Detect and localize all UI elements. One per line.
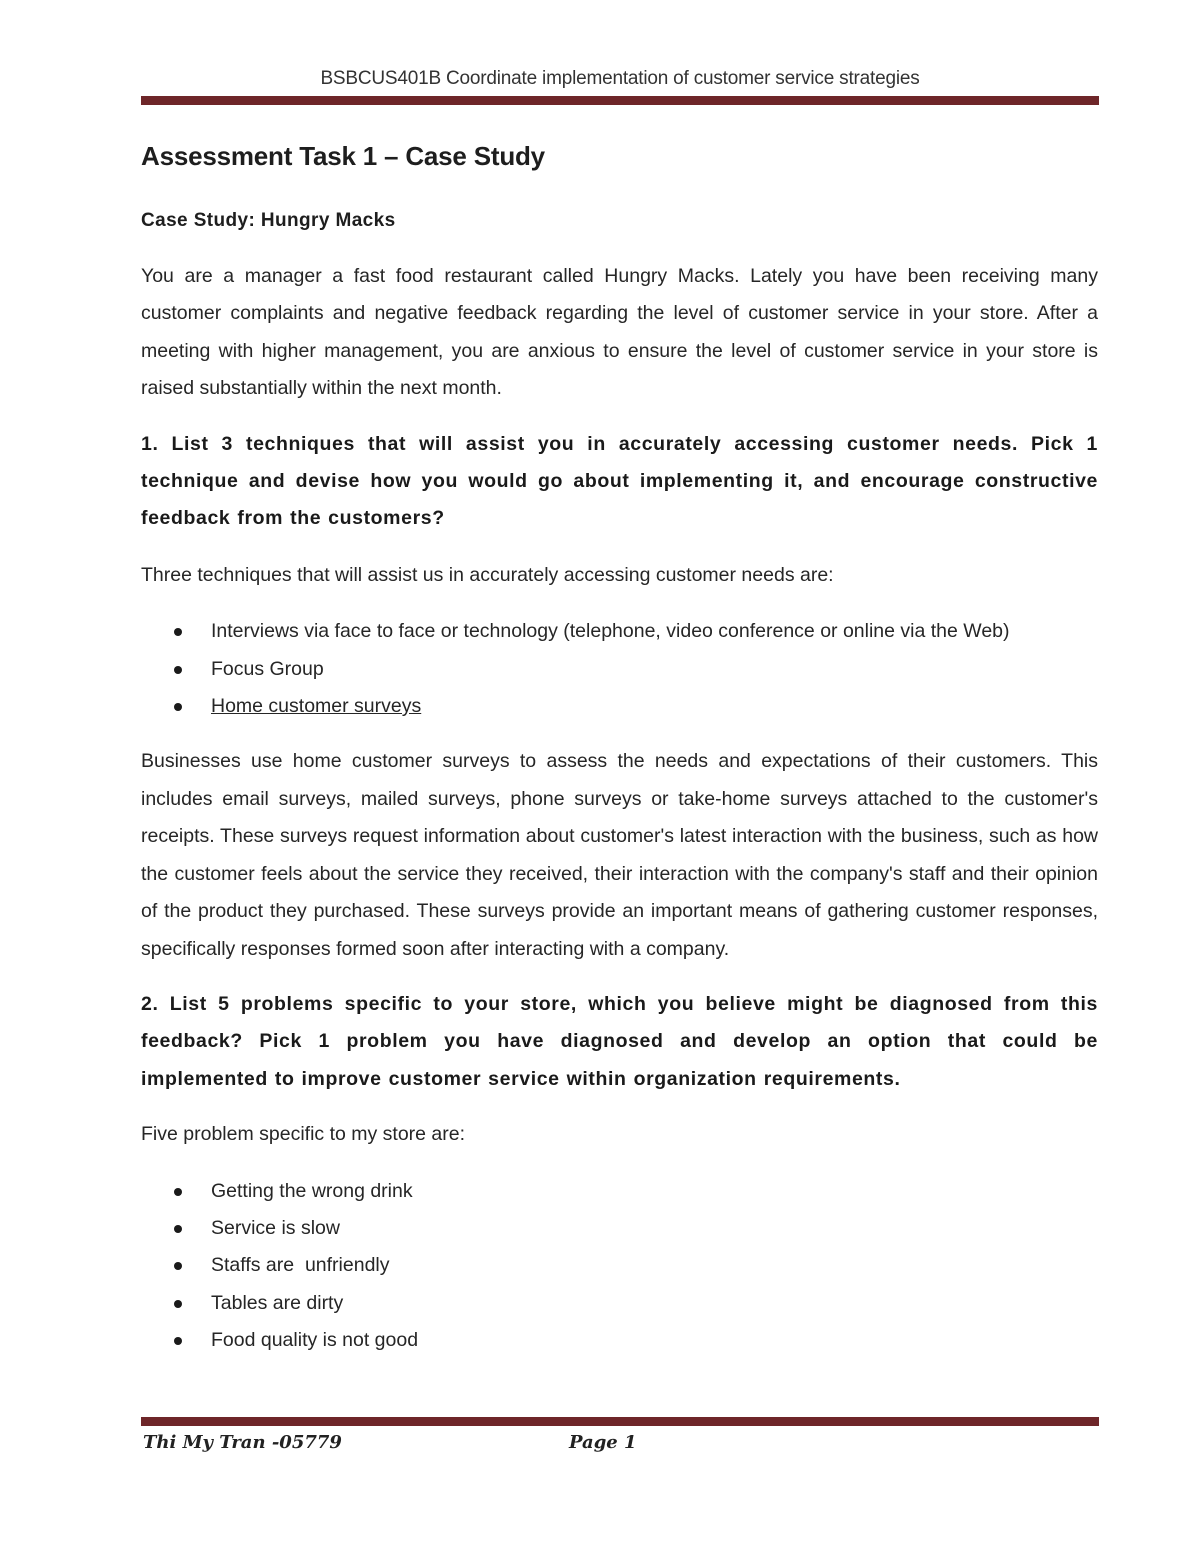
list-item-text: Food quality is not good	[211, 1329, 419, 1352]
footer-page-number: Page 1	[569, 1432, 637, 1453]
list-item	[141, 1247, 1098, 1284]
bullet-icon	[174, 666, 182, 674]
list-item-text: Tables are dirty	[211, 1291, 344, 1314]
bullet-icon	[174, 1188, 182, 1196]
list-item-text: Getting the wrong drink	[211, 1179, 413, 1202]
list-item	[141, 688, 1098, 725]
question-1: 1. List 3 techniques that will assist you in accurately accessing customer needs. Pick 1 technique and devise how you would go about implementing it, and encourage constructive feedback from the customers?	[141, 432, 1098, 530]
header-rule	[141, 96, 1099, 105]
list-item-text: Interviews via face to face or technology (telephone, video conference or online via the Web)	[211, 620, 1010, 643]
document-body	[141, 136, 1098, 1360]
running-header: BSBCUS401B Coordinate implementation of customer service strategies	[320, 68, 920, 89]
problems-list	[141, 1173, 1098, 1360]
list-item-text: Service is slow	[211, 1216, 340, 1239]
page-title: Assessment Task 1 – Case Study	[141, 141, 545, 171]
footer-author: Thi My Tran -05779	[143, 1432, 342, 1453]
bullet-icon	[174, 1262, 182, 1270]
list-item	[141, 651, 1098, 688]
techniques-list	[141, 613, 1098, 725]
bullet-icon	[174, 1300, 182, 1308]
list-item	[141, 1285, 1098, 1322]
bullet-icon	[174, 1337, 182, 1345]
list-item	[141, 1173, 1098, 1210]
bullet-icon	[174, 628, 182, 636]
case-study-subheading: Case Study: Hungry Macks	[141, 210, 396, 231]
list-item	[141, 1210, 1098, 1247]
intro-paragraph: You are a manager a fast food restaurant called Hungry Macks. Lately you have been receiving many customer complaints and negative feedback regarding the level of customer service in your store. After a meeting with higher management, you are anxious to ensure the level of customer service in your store is raised substantially within the next month.	[141, 265, 1098, 400]
list-item-text: Staffs are unfriendly	[211, 1254, 390, 1277]
list-item-text: Focus Group	[211, 657, 324, 680]
footer-rule	[141, 1417, 1099, 1426]
bullet-icon	[174, 1225, 182, 1233]
answer-1-lead: Three techniques that will assist us in accurately accessing customer needs are:	[141, 563, 834, 586]
surveys-paragraph: Businesses use home customer surveys to assess the needs and expectations of their customers. This includes email surveys, mailed surveys, phone surveys or take-home surveys attached to the customer's receipts. These surveys request information about customer's latest interaction with the business, such as how the customer feels about the service they received, their interaction with the company's staff and their opinion of the product they purchased. These surveys provide an important means of gathering customer responses, specifically responses formed soon after interacting with a company.	[141, 750, 1098, 960]
answer-2-lead: Five problem specific to my store are:	[141, 1123, 466, 1146]
question-2: 2. List 5 problems specific to your store, which you believe might be diagnosed from this feedback? Pick 1 problem you have diagnosed and develop an option that could be implemented to improve customer service within organization requirements.	[141, 992, 1098, 1090]
list-item-text: Home customer surveys	[211, 695, 422, 718]
list-item	[141, 613, 1098, 650]
bullet-icon	[174, 703, 182, 711]
list-item	[141, 1322, 1098, 1359]
